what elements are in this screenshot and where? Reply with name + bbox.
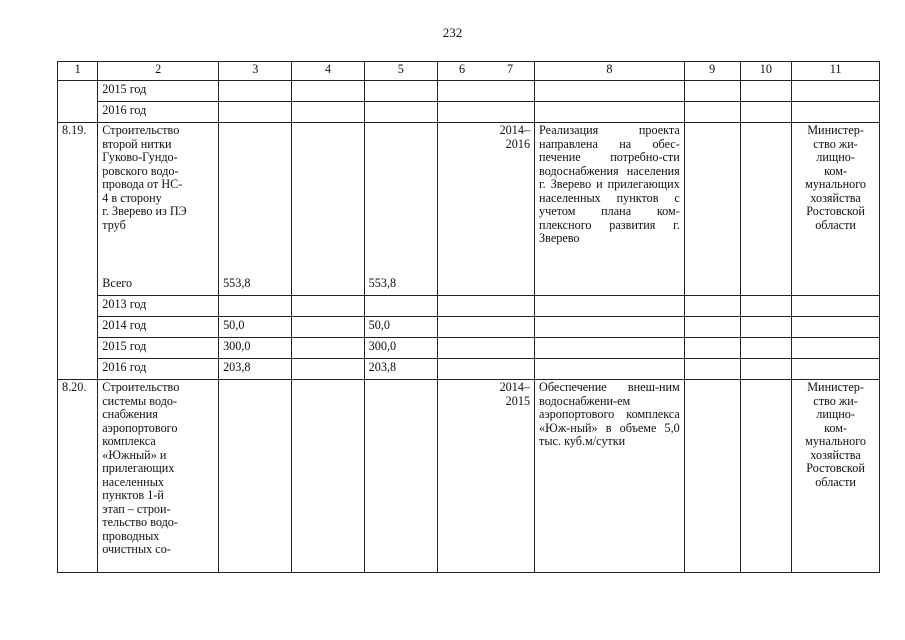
item-years: 2014– 2016 (486, 123, 535, 276)
value-col5: 50,0 (364, 317, 437, 338)
table-row (58, 296, 880, 317)
column-number-row (58, 62, 880, 81)
table-row (58, 123, 880, 276)
year-label: 2016 год (98, 102, 219, 123)
year-label: 2015 год (98, 81, 219, 102)
col-header-8: 8 (535, 62, 685, 81)
year-label: 2015 год (98, 338, 219, 359)
value-col3: 300,0 (219, 338, 292, 359)
continuation-num-cell (58, 81, 98, 123)
page-number: 232 (442, 25, 463, 40)
program-table (57, 61, 880, 573)
item-result: Реализация проекта направлена на обес-печение потребно-сти водоснабжения населения г. Зверево и прилегающих населенных пунктов с учетом плана ком-плексного развития г. Зверево (535, 123, 685, 296)
item-years: 2014– 2015 (486, 380, 535, 573)
total-label: Всего (98, 275, 219, 296)
item-name: Строительство системы водо- снабжения аэропортового комплекса «Южный» и прилегающих населенных пунктов 1-й этап – строи- тельство водо- проводных очистных со- (98, 380, 219, 573)
item-number: 8.20. (58, 380, 98, 573)
col-header-9: 9 (684, 62, 740, 81)
item-executor: Министер- ство жи- лищно- ком- мунального хозяйства Ростовской области (792, 380, 880, 573)
value-col5: 203,8 (364, 359, 437, 380)
col-header-6: 6 (437, 62, 486, 81)
value-col5: 300,0 (364, 338, 437, 359)
col-header-3: 3 (219, 62, 292, 81)
total-value-col5: 553,8 (364, 275, 437, 296)
table-row (58, 102, 880, 123)
table-row (58, 317, 880, 338)
table-row (58, 380, 880, 573)
col-header-2: 2 (98, 62, 219, 81)
col-header-11: 11 (792, 62, 880, 81)
col-header-5: 5 (364, 62, 437, 81)
col-header-10: 10 (740, 62, 792, 81)
item-number: 8.19. (58, 123, 98, 380)
col-header-4: 4 (292, 62, 364, 81)
total-value-col3: 553,8 (219, 275, 292, 296)
year-label: 2014 год (98, 317, 219, 338)
year-label: 2013 год (98, 296, 219, 317)
table-row (58, 338, 880, 359)
col-header-1: 1 (58, 62, 98, 81)
year-label: 2016 год (98, 359, 219, 380)
table-row (58, 81, 880, 102)
item-name: Строительство второй нитки Гуково-Гундо- ровского водо- провода от НС- 4 в сторону г. Зверево из ПЭ труб (98, 123, 219, 276)
item-executor: Министер- ство жи- лищно- ком- мунального хозяйства Ростовской области (792, 123, 880, 296)
value-col3: 203,8 (219, 359, 292, 380)
item-result: Обеспечение внеш-ним водоснабжени-ем аэропортового комплекса «Юж-ный» в объеме 5,0 тыс. куб.м/сутки (535, 380, 685, 573)
value-col3: 50,0 (219, 317, 292, 338)
table-row (58, 359, 880, 380)
col-header-7: 7 (486, 62, 535, 81)
